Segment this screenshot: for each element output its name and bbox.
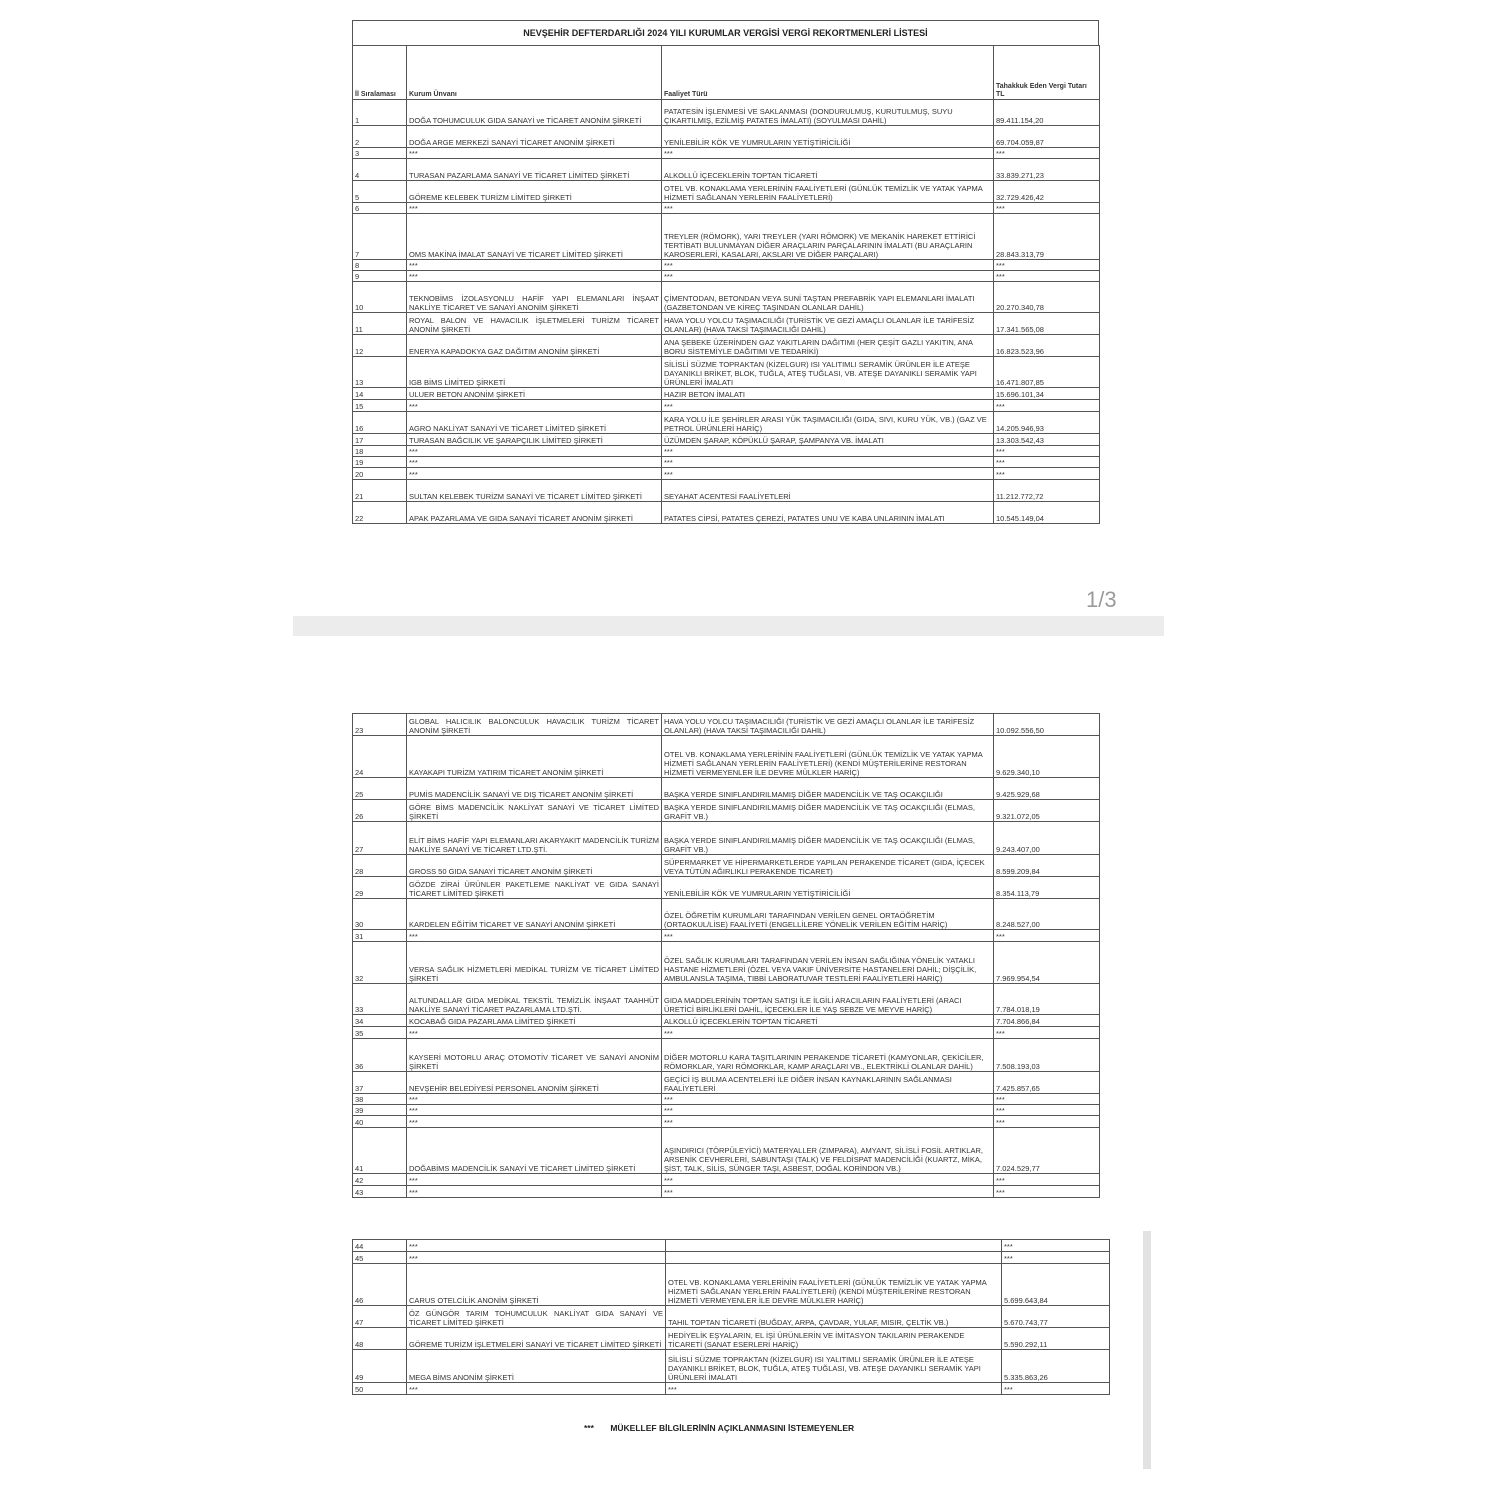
table-row (353, 502, 1100, 524)
footnote (584, 1423, 854, 1433)
table-row (353, 714, 1100, 736)
table-row (353, 984, 1100, 1015)
rank-cell: 3 (353, 148, 407, 159)
table-row (353, 181, 1100, 203)
amount-cell: 28.843.313,79 (994, 214, 1100, 260)
rank-cell: 16 (353, 412, 407, 434)
document-title: NEVŞEHİR DEFTERDARLIĞI 2024 YILI KURUMLAR VERGİSİ VERGİ REKORTMENLERİ LİSTESİ (352, 20, 1099, 45)
amount-cell: 7.784.018,19 (994, 984, 1100, 1015)
footnote-marker: *** (584, 1423, 594, 1433)
activity-cell: SİLİSLİ SÜZME TOPRAKTAN (KİZELGUR) ISI YALITIMLI SERAMİK ÜRÜNLER İLE ATEŞE DAYANIKLI BRİKET, BLOK, TUĞLA, ATEŞ TUĞLASI, VB. ATEŞE DAYANIKLI SERAMİK YAPI ÜRÜNLERİ İMALATI (666, 1350, 1002, 1383)
activity-cell: DİĞER MOTORLU KARA TAŞITLARININ PERAKENDE TİCARETİ (KAMYONLAR, ÇEKİCİLER, RÖMORKLAR, YARI RÖMORKLAR, KAMP ARAÇLARI VB., ELEKTRİKLİ OLANLAR DAHİL) (662, 1039, 994, 1072)
rank-cell: 20 (353, 468, 407, 480)
amount-cell: 10.545.149,04 (994, 502, 1100, 524)
activity-cell: YENİLEBİLİR KÖK VE YUMRULARIN YETİŞTİRİCİLİĞİ (662, 877, 994, 899)
company-cell: DOĞA ARGE MERKEZİ SANAYİ TİCARET ANONİM ŞİRKETİ (407, 126, 662, 148)
activity-cell: *** (662, 1116, 994, 1128)
table-row (353, 148, 1100, 159)
amount-cell: 14.205.946,93 (994, 412, 1100, 434)
page-3-sheet (352, 1239, 1109, 1395)
activity-cell: TREYLER (RÖMORK), YARI TREYLER (YARI RÖMORK) VE MEKANİK HAREKET ETTİRİCİ TERTİBATI BULUNMAYAN DİĞER ARAÇLARIN PARÇALARININ İMALATI (BU ARAÇLARIN KAROSERLERİ, KASALARI, AKSLARI VE DİĞER PARÇALARI) (662, 214, 994, 260)
amount-cell: 5.335.863,26 (1002, 1350, 1110, 1383)
rank-cell: 44 (353, 1240, 407, 1252)
activity-cell (666, 1252, 1002, 1264)
activity-cell: *** (662, 457, 994, 468)
company-cell: SULTAN KELEBEK TURİZM SANAYİ VE TİCARET LİMİTED ŞİRKETİ (407, 480, 662, 502)
company-cell: *** (407, 260, 662, 271)
amount-cell: *** (994, 203, 1100, 214)
activity-cell: *** (662, 1105, 994, 1116)
company-cell: *** (407, 1105, 662, 1116)
activity-cell: ÖZEL SAĞLIK KURUMLARI TARAFINDAN VERİLEN İNSAN SAĞLIĞINA YÖNELİK YATAKLI HASTANE HİZMETLERİ (ÖZEL VEYA VAKIF ÜNİVERSİTE HASTANELERİ DAHİL; DİŞÇİLİK, AMBULANSLA TAŞIMA, TIBBİ LABORATUVAR TESTLERİ FAALİYETLERİ HARİÇ) (662, 942, 994, 984)
company-cell: MEGA BİMS ANONİM ŞİRKETİ (407, 1350, 666, 1383)
page-1-sheet (352, 20, 1099, 524)
amount-cell: *** (1002, 1383, 1110, 1395)
rank-cell: 49 (353, 1350, 407, 1383)
table-row (353, 159, 1100, 181)
table-row (353, 1264, 1110, 1306)
table-row (353, 126, 1100, 148)
activity-cell: TAHIL TOPTAN TİCARETİ (BUĞDAY, ARPA, ÇAVDAR, YULAF, MISIR, ÇELTİK VB.) (666, 1306, 1002, 1328)
table-row (353, 778, 1100, 800)
rank-cell: 33 (353, 984, 407, 1015)
activity-cell: *** (662, 1186, 994, 1198)
activity-cell: KARA YOLU İLE ŞEHİRLER ARASI YÜK TAŞIMACILIĞI (GIDA, SIVI, KURU YÜK, VB.) (GAZ VE PETROL ÜRÜNLERİ HARİÇ) (662, 412, 994, 434)
company-cell: *** (407, 1252, 666, 1264)
table-row (353, 877, 1100, 899)
company-cell: ROYAL BALON VE HAVACILIK İŞLETMELERİ TURİZM TİCARET ANONİM ŞİRKETİ (407, 313, 662, 335)
amount-cell: 16.823.523,96 (994, 335, 1100, 357)
table-row (353, 1072, 1100, 1094)
company-cell: DOĞA TOHUMCULUK GIDA SANAYİ ve TİCARET ANONİM ŞİRKETİ (407, 100, 662, 126)
table-row (353, 357, 1100, 388)
amount-cell: *** (994, 1094, 1100, 1105)
rank-cell: 21 (353, 480, 407, 502)
activity-cell: *** (662, 400, 994, 412)
table-row (353, 930, 1100, 942)
rank-cell: 50 (353, 1383, 407, 1395)
amount-cell: 9.629.340,10 (994, 736, 1100, 778)
rank-cell: 6 (353, 203, 407, 214)
table-row (353, 282, 1100, 313)
table-row (353, 313, 1100, 335)
activity-cell: GIDA MADDELERİNİN TOPTAN SATIŞI İLE İLGİLİ ARACILARIN FAALİYETLERİ (ARACI ÜRETİCİ BİRLİKLERİ DAHİL, İÇECEKLER İLE YAŞ SEBZE VE MEYVE HARİÇ) (662, 984, 994, 1015)
activity-cell: PATATES CİPSİ, PATATES ÇEREZİ, PATATES UNU VE KABA UNLARININ İMALATI (662, 502, 994, 524)
table-row (353, 1015, 1100, 1027)
rank-cell: 47 (353, 1306, 407, 1328)
header-activity: Faaliyet Türü (662, 46, 994, 100)
amount-cell: 11.212.772,72 (994, 480, 1100, 502)
amount-cell: 7.425.857,65 (994, 1072, 1100, 1094)
table-row (353, 1105, 1100, 1116)
table-row (353, 1350, 1110, 1383)
table-row (353, 468, 1100, 480)
activity-cell: HAVA YOLU YOLCU TAŞIMACILIĞI (TURİSTİK VE GEZİ AMAÇLI OLANLAR İLE TARİFESİZ OLANLAR) (HAVA TAKSİ TAŞIMACILIĞI DAHİL) (662, 714, 994, 736)
rank-cell: 1 (353, 100, 407, 126)
tax-table-page-2 (352, 713, 1100, 1198)
rank-cell: 5 (353, 181, 407, 203)
amount-cell: *** (994, 148, 1100, 159)
header-amount: Tahakkuk Eden Vergi Tutarı TL (994, 46, 1100, 100)
amount-cell: *** (994, 1186, 1100, 1198)
activity-cell: OTEL VB. KONAKLAMA YERLERİNİN FAALİYETLERİ (GÜNLÜK TEMİZLİK VE YATAK YAPMA HİZMETİ SAĞLANAN YERLERİN FAALİYETLERİ) (KENDİ MÜŞTERİLERİNE RESTORAN HİZMETİ VERMEYENLER İLE DEVRE MÜLKLER HARİÇ) (666, 1264, 1002, 1306)
company-cell: *** (407, 400, 662, 412)
company-cell: ELİT BİMS HAFİF YAPI ELEMANLARI AKARYAKIT MADENCİLİK TURİZM NAKLİYE SANAYİ VE TİCARET LTD.ŞTİ. (407, 822, 662, 855)
activity-cell: *** (666, 1383, 1002, 1395)
activity-cell: *** (662, 260, 994, 271)
company-cell: ENERYA KAPADOKYA GAZ DAĞITIM ANONİM ŞİRKETİ (407, 335, 662, 357)
activity-cell: *** (662, 203, 994, 214)
tax-table-page-3 (352, 1239, 1110, 1395)
amount-cell: *** (994, 1116, 1100, 1128)
table-row (353, 457, 1100, 468)
table-row (353, 480, 1100, 502)
activity-cell: ÇİMENTODAN, BETONDAN VEYA SUNİ TAŞTAN PREFABRİK YAPI ELEMANLARI İMALATI (GAZBETONDAN VE KİREÇ TAŞINDAN OLANLAR DAHİL) (662, 282, 994, 313)
amount-cell: 8.354.113,79 (994, 877, 1100, 899)
table-row (353, 1128, 1100, 1174)
amount-cell: *** (994, 457, 1100, 468)
amount-cell: 13.303.542,43 (994, 434, 1100, 446)
rank-cell: 26 (353, 800, 407, 822)
table-row (353, 1240, 1110, 1252)
rank-cell: 48 (353, 1328, 407, 1350)
company-cell: TURASAN PAZARLAMA SANAYİ VE TİCARET LİMİTED ŞİRKETİ (407, 159, 662, 181)
company-cell: ULUER BETON ANONİM ŞİRKETİ (407, 388, 662, 400)
company-cell: TURASAN BAĞCILIK VE ŞARAPÇILIK LİMİTED ŞİRKETİ (407, 434, 662, 446)
rank-cell: 37 (353, 1072, 407, 1094)
activity-cell: BAŞKA YERDE SINIFLANDIRILMAMIŞ DİĞER MADENCİLİK VE TAŞ OCAKÇILIĞI (ELMAS, GRAFİT VB.) (662, 800, 994, 822)
rank-cell: 45 (353, 1252, 407, 1264)
header-company: Kurum Ünvanı (407, 46, 662, 100)
company-cell: *** (407, 203, 662, 214)
table-row (353, 1383, 1110, 1395)
amount-cell: *** (994, 400, 1100, 412)
table-row (353, 1039, 1100, 1072)
company-cell: *** (407, 148, 662, 159)
rank-cell: 24 (353, 736, 407, 778)
activity-cell: BAŞKA YERDE SINIFLANDIRILMAMIŞ DİĞER MADENCİLİK VE TAŞ OCAKÇILIĞI (ELMAS, GRAFİT VB.) (662, 822, 994, 855)
table-row (353, 822, 1100, 855)
company-cell: KOCABAĞ GIDA PAZARLAMA LİMİTED ŞİRKETİ (407, 1015, 662, 1027)
rank-cell: 35 (353, 1027, 407, 1039)
amount-cell: *** (994, 1027, 1100, 1039)
company-cell: TEKNOBİMS İZOLASYONLU HAFİF YAPI ELEMANLARI İNŞAAT NAKLİYE TİCARET VE SANAYİ ANONİM ŞİRKETİ (407, 282, 662, 313)
activity-cell: OTEL VB. KONAKLAMA YERLERİNİN FAALİYETLERİ (GÜNLÜK TEMİZLİK VE YATAK YAPMA HİZMETİ SAĞLANAN YERLERİN FAALİYETLERİ) (KENDİ MÜŞTERİLERİNE RESTORAN HİZMETİ VERMEYENLER İLE DEVRE MÜLKLER HARİÇ) (662, 736, 994, 778)
header-rank: İl Sıralaması (353, 46, 407, 100)
rank-cell: 10 (353, 282, 407, 313)
page-separator (293, 616, 1164, 636)
table-row (353, 100, 1100, 126)
company-cell: KARDELEN EĞİTİM TİCARET VE SANAYİ ANONİM ŞİRKETİ (407, 899, 662, 930)
rank-cell: 29 (353, 877, 407, 899)
amount-cell: 16.471.807,85 (994, 357, 1100, 388)
rank-cell: 14 (353, 388, 407, 400)
company-cell: *** (407, 1186, 662, 1198)
table-row (353, 1174, 1100, 1186)
rank-cell: 18 (353, 446, 407, 457)
rank-cell: 4 (353, 159, 407, 181)
rank-cell: 30 (353, 899, 407, 930)
activity-cell: SEYAHAT ACENTESİ FAALİYETLERİ (662, 480, 994, 502)
amount-cell: *** (994, 260, 1100, 271)
rank-cell: 7 (353, 214, 407, 260)
amount-cell: *** (994, 468, 1100, 480)
activity-cell: PATATESİN İŞLENMESİ VE SAKLANMASI (DONDURULMUŞ, KURUTULMUŞ, SUYU ÇIKARTILMIŞ, EZİLMİŞ PATATES İMALATI) (SOYULMASI DAHİL) (662, 100, 994, 126)
company-cell: GÖREME KELEBEK TURİZM LİMİTED ŞİRKETİ (407, 181, 662, 203)
company-cell: PUMİS MADENCİLİK SANAYİ VE DIŞ TİCARET ANONİM ŞİRKETİ (407, 778, 662, 800)
company-cell: *** (407, 457, 662, 468)
amount-cell: 5.590.292,11 (1002, 1328, 1110, 1350)
rank-cell: 34 (353, 1015, 407, 1027)
company-cell: *** (407, 446, 662, 457)
rank-cell: 11 (353, 313, 407, 335)
company-cell: *** (407, 271, 662, 282)
activity-cell: *** (662, 468, 994, 480)
table-row (353, 1186, 1100, 1198)
company-cell: *** (407, 1027, 662, 1039)
rank-cell: 43 (353, 1186, 407, 1198)
footnote-text: MÜKELLEF BİLGİLERİNİN AÇIKLANMASINI İSTEMEYENLER (610, 1423, 855, 1433)
company-cell: *** (407, 930, 662, 942)
rank-cell: 38 (353, 1094, 407, 1105)
activity-cell: *** (662, 1094, 994, 1105)
amount-cell: *** (994, 271, 1100, 282)
rank-cell: 41 (353, 1128, 407, 1174)
table-row (353, 271, 1100, 282)
activity-cell: *** (662, 1174, 994, 1186)
rank-cell: 42 (353, 1174, 407, 1186)
amount-cell: 10.092.556,50 (994, 714, 1100, 736)
table-row (353, 855, 1100, 877)
activity-cell: *** (662, 271, 994, 282)
table-row (353, 260, 1100, 271)
company-cell: VERSA SAĞLIK HİZMETLERİ MEDİKAL TURİZM VE TİCARET LİMİTED ŞİRKETİ (407, 942, 662, 984)
company-cell: GÖRE BİMS MADENCİLİK NAKLİYAT SANAYİ VE TİCARET LİMİTED ŞİRKETİ (407, 800, 662, 822)
company-cell: GLOBAL HALICILIK BALONCULUK HAVACILIK TURİZM TİCARET ANONİM ŞİRKETİ (407, 714, 662, 736)
table-row (353, 214, 1100, 260)
rank-cell: 31 (353, 930, 407, 942)
activity-cell (666, 1240, 1002, 1252)
activity-cell: ALKOLLÜ İÇECEKLERİN TOPTAN TİCARETİ (662, 159, 994, 181)
table-row (353, 899, 1100, 930)
amount-cell: 7.969.954,54 (994, 942, 1100, 984)
amount-cell: 7.024.529,77 (994, 1128, 1100, 1174)
activity-cell: *** (662, 1027, 994, 1039)
company-cell: *** (407, 1116, 662, 1128)
table-row (353, 1306, 1110, 1328)
activity-cell: SİLİSLİ SÜZME TOPRAKTAN (KİZELGUR) ISI YALITIMLI SERAMİK ÜRÜNLER İLE ATEŞE DAYANIKLI BRİKET, BLOK, TUĞLA, ATEŞ TUĞLASI, VB. ATEŞE DAYANIKLI SERAMİK YAPI ÜRÜNLERİ İMALATI (662, 357, 994, 388)
rank-cell: 28 (353, 855, 407, 877)
tax-table-page-1 (352, 45, 1100, 524)
company-cell: *** (407, 1094, 662, 1105)
activity-cell: ÖZEL ÖĞRETİM KURUMLARI TARAFINDAN VERİLEN GENEL ORTAÖĞRETİM (ORTAOKUL/LİSE) FAALİYETİ (ENGELLİLERE YÖNELİK VERİLEN EĞİTİM HARİÇ) (662, 899, 994, 930)
activity-cell: HEDİYELİK EŞYALARIN, EL İŞİ ÜRÜNLERİN VE İMİTASYON TAKILARIN PERAKENDE TİCARETİ (SANAT ESERLERİ HARİÇ) (666, 1328, 1002, 1350)
rank-cell: 19 (353, 457, 407, 468)
amount-cell: *** (994, 930, 1100, 942)
amount-cell: 89.411.154,20 (994, 100, 1100, 126)
company-cell: DOĞABİMS MADENCİLİK SANAYİ VE TİCARET LİMİTED ŞİRKETİ (407, 1128, 662, 1174)
rank-cell: 23 (353, 714, 407, 736)
rank-cell: 8 (353, 260, 407, 271)
company-cell: IGB BİMS LİMİTED ŞİRKETİ (407, 357, 662, 388)
rank-cell: 32 (353, 942, 407, 984)
rank-cell: 9 (353, 271, 407, 282)
activity-cell: HAVA YOLU YOLCU TAŞIMACILIĞI (TURİSTİK VE GEZİ AMAÇLI OLANLAR İLE TARİFESİZ OLANLAR) (HAVA TAKSİ TAŞIMACILIĞI DAHİL) (662, 313, 994, 335)
company-cell: *** (407, 1174, 662, 1186)
amount-cell: 33.839.271,23 (994, 159, 1100, 181)
rank-cell: 25 (353, 778, 407, 800)
amount-cell: 8.248.527,00 (994, 899, 1100, 930)
company-cell: *** (407, 468, 662, 480)
activity-cell: ALKOLLÜ İÇECEKLERİN TOPTAN TİCARETİ (662, 1015, 994, 1027)
activity-cell: *** (662, 930, 994, 942)
company-cell: AGRO NAKLİYAT SANAYİ VE TİCARET LİMİTED ŞİRKETİ (407, 412, 662, 434)
table-row (353, 1027, 1100, 1039)
table-row (353, 800, 1100, 822)
table-row (353, 412, 1100, 434)
company-cell: NEVŞEHİR BELEDİYESİ PERSONEL ANONİM ŞİRKETİ (407, 1072, 662, 1094)
table-row (353, 388, 1100, 400)
rank-cell: 40 (353, 1116, 407, 1128)
activity-cell: AŞINDIRICI (TÖRPÜLEYİCİ) MATERYALLER (ZIMPARA), AMYANT, SİLİSLİ FOSİL ARTIKLAR, ARSENİK CEVHERLERİ, SABUNTAŞI (TALK) VE FELDİSPAT MADENCİLİĞİ (KUARTZ, MİKA, ŞİST, TALK, SİLİS, SÜNGER TAŞI, ASBEST, DOĞAL KORİNDON VB.) (662, 1128, 994, 1174)
table-row (353, 400, 1100, 412)
table-row (353, 446, 1100, 457)
amount-cell: 5.670.743,77 (1002, 1306, 1110, 1328)
rank-cell: 2 (353, 126, 407, 148)
amount-cell: 8.599.209,84 (994, 855, 1100, 877)
company-cell: *** (407, 1240, 666, 1252)
rank-cell: 22 (353, 502, 407, 524)
table-row (353, 942, 1100, 984)
scrollbar[interactable] (1143, 1231, 1151, 1469)
table-header-row (353, 46, 1100, 100)
amount-cell: 9.425.929,68 (994, 778, 1100, 800)
company-cell: *** (407, 1383, 666, 1395)
amount-cell: 17.341.565,08 (994, 313, 1100, 335)
table-row (353, 1116, 1100, 1128)
activity-cell: ÜZÜMDEN ŞARAP, KÖPÜKLÜ ŞARAP, ŞAMPANYA VB. İMALATI (662, 434, 994, 446)
amount-cell: 69.704.059,87 (994, 126, 1100, 148)
activity-cell: ANA ŞEBEKE ÜZERİNDEN GAZ YAKITLARIN DAĞITIMI (HER ÇEŞİT GAZLI YAKITIN, ANA BORU SİSTEMİYLE DAĞITIMI VE TEDARİKİ) (662, 335, 994, 357)
rank-cell: 17 (353, 434, 407, 446)
company-cell: ÖZ GÜNGÖR TARIM TOHUMCULUK NAKLİYAT GIDA SANAYİ VE TİCARET LİMİTED ŞİRKETİ (407, 1306, 666, 1328)
table-row (353, 1094, 1100, 1105)
activity-cell: *** (662, 148, 994, 159)
page-2-sheet (352, 713, 1099, 1198)
activity-cell: SÜPERMARKET VE HİPERMARKETLERDE YAPILAN PERAKENDE TİCARET (GIDA, İÇECEK VEYA TÜTÜN AĞIRLIKLI PERAKENDE TİCARET) (662, 855, 994, 877)
amount-cell: 9.243.407,00 (994, 822, 1100, 855)
rank-cell: 39 (353, 1105, 407, 1116)
table-row (353, 1252, 1110, 1264)
company-cell: KAYAKAPI TURİZM YATIRIM TİCARET ANONİM ŞİRKETİ (407, 736, 662, 778)
table-row (353, 335, 1100, 357)
activity-cell: HAZIR BETON İMALATI (662, 388, 994, 400)
amount-cell: 5.699.643,84 (1002, 1264, 1110, 1306)
table-row (353, 1328, 1110, 1350)
table-row (353, 736, 1100, 778)
company-cell: GÖZDE ZİRAİ ÜRÜNLER PAKETLEME NAKLİYAT VE GIDA SANAYİ TİCARET LİMİTED ŞİRKETİ (407, 877, 662, 899)
amount-cell: *** (994, 1174, 1100, 1186)
activity-cell: *** (662, 446, 994, 457)
amount-cell: 9.321.072,05 (994, 800, 1100, 822)
company-cell: OMS MAKİNA İMALAT SANAYİ VE TİCARET LİMİTED ŞİRKETİ (407, 214, 662, 260)
amount-cell: 15.696.101,34 (994, 388, 1100, 400)
rank-cell: 36 (353, 1039, 407, 1072)
amount-cell: 7.508.193,03 (994, 1039, 1100, 1072)
amount-cell: 32.729.426,42 (994, 181, 1100, 203)
amount-cell: *** (994, 1105, 1100, 1116)
company-cell: CARUS OTELCİLİK ANONİM ŞİRKETİ (407, 1264, 666, 1306)
activity-cell: GEÇİCİ İŞ BULMA ACENTELERİ İLE DİĞER İNSAN KAYNAKLARININ SAĞLANMASI FAALİYETLERİ (662, 1072, 994, 1094)
table-row (353, 434, 1100, 446)
rank-cell: 27 (353, 822, 407, 855)
rank-cell: 12 (353, 335, 407, 357)
table-row (353, 203, 1100, 214)
rank-cell: 46 (353, 1264, 407, 1306)
company-cell: ALTUNDALLAR GIDA MEDİKAL TEKSTİL TEMİZLİK İNŞAAT TAAHHÜT NAKLİYE SANAYİ TİCARET PAZARLAMA LTD.ŞTİ. (407, 984, 662, 1015)
amount-cell: 7.704.866,84 (994, 1015, 1100, 1027)
amount-cell: *** (1002, 1252, 1110, 1264)
activity-cell: OTEL VB. KONAKLAMA YERLERİNİN FAALİYETLERİ (GÜNLÜK TEMİZLİK VE YATAK YAPMA HİZMETİ SAĞLANAN YERLERİN FAALİYETLERİ) (662, 181, 994, 203)
rank-cell: 13 (353, 357, 407, 388)
activity-cell: YENİLEBİLİR KÖK VE YUMRULARIN YETİŞTİRİCİLİĞİ (662, 126, 994, 148)
amount-cell: *** (1002, 1240, 1110, 1252)
rank-cell: 15 (353, 400, 407, 412)
amount-cell: *** (994, 446, 1100, 457)
activity-cell: BAŞKA YERDE SINIFLANDIRILMAMIŞ DİĞER MADENCİLİK VE TAŞ OCAKÇILIĞI (662, 778, 994, 800)
company-cell: GROSS 50 GIDA SANAYİ TİCARET ANONİM ŞİRKETİ (407, 855, 662, 877)
company-cell: APAK PAZARLAMA VE GIDA SANAYİ TİCARET ANONİM ŞİRKETİ (407, 502, 662, 524)
page-indicator: 1/3 (1086, 587, 1117, 612)
amount-cell: 20.270.340,78 (994, 282, 1100, 313)
company-cell: GÖREME TURİZM İŞLETMELERİ SANAYİ VE TİCARET LİMİTED ŞİRKETİ (407, 1328, 666, 1350)
company-cell: KAYSERİ MOTORLU ARAÇ OTOMOTİV TİCARET VE SANAYİ ANONİM ŞİRKETİ (407, 1039, 662, 1072)
